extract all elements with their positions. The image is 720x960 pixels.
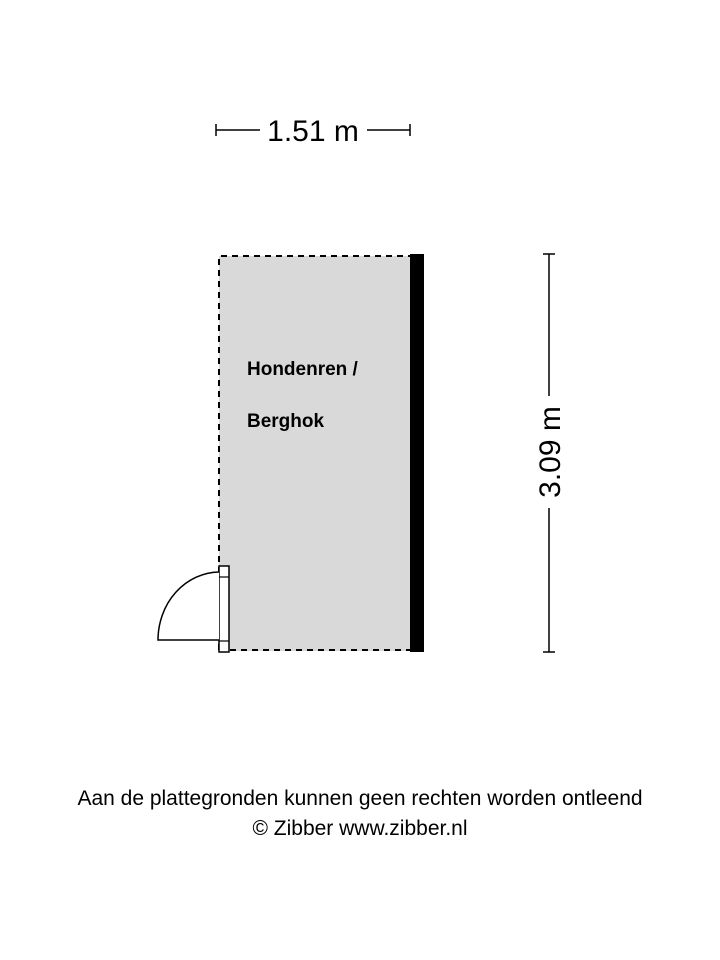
room-name-line2: Berghok: [247, 411, 325, 432]
height-label: 3.09 m: [534, 406, 567, 498]
door-swing-arc: [158, 572, 219, 640]
door-frame: [219, 566, 229, 652]
room-floor: [219, 256, 417, 651]
disclaimer-text: Aan de plattegronden kunnen geen rechten worden ontleend: [77, 787, 643, 810]
height-dimension: [534, 254, 567, 652]
copyright-text: © Zibber www.zibber.nl: [252, 817, 468, 840]
room-name-line1: Hondenren /: [247, 359, 358, 380]
door: [158, 566, 229, 652]
room: [219, 254, 424, 652]
width-label: 1.51 m: [267, 115, 359, 148]
width-dimension: [216, 115, 410, 148]
solid-wall: [410, 254, 424, 652]
